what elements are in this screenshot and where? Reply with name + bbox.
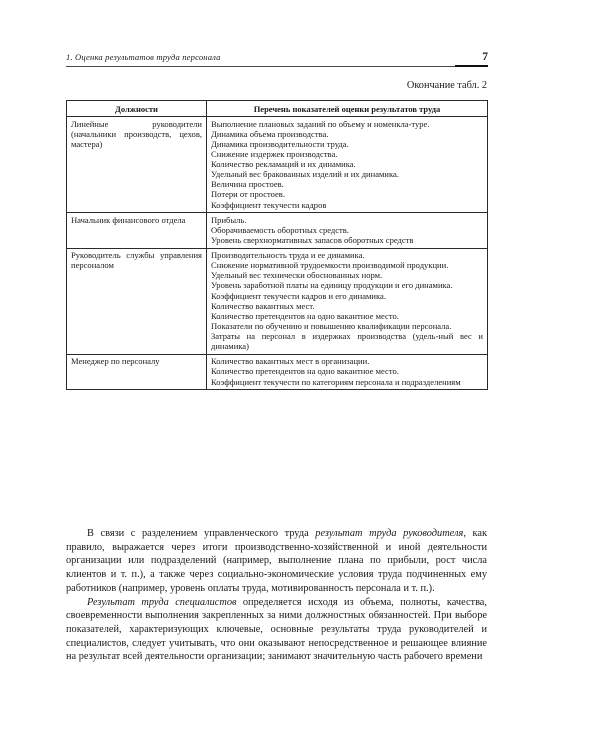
indicator-line: Коэффициент текучести кадров (211, 199, 327, 210)
indicator-line: Количество претендентов на одно вакантное место. (211, 310, 399, 321)
paragraph-2 (66, 596, 487, 665)
indicator-line: Снижение издержек производства. (211, 148, 338, 159)
table-row (67, 354, 488, 389)
table-row (67, 117, 488, 213)
indicator-line: Уровень сверхнормативных запасов оборотных средств (211, 234, 414, 245)
table-header-row (67, 101, 488, 117)
indicator-line: Количество вакантных мест в организации. (211, 356, 370, 367)
indicator-line: Количество претендентов на одно вакантное место. (211, 366, 399, 377)
indicator-line: Затраты на персонал в издержках производства (удель-ный вес и динамика) (211, 331, 483, 352)
indicator-line: Оборачиваемость оборотных средств. (211, 224, 349, 235)
cell-indicators (207, 117, 488, 213)
cell-indicators (207, 213, 488, 248)
indicator-line: Выполнение плановых заданий по объему и номенкла-туре. (211, 118, 430, 129)
indicator-line: Потери от простоев. (211, 189, 285, 200)
paragraph-1 (66, 527, 487, 596)
results-indicators-table (66, 100, 488, 390)
running-head (66, 52, 488, 64)
indicator-line: Коэффициент текучести кадров и его динамика. (211, 290, 386, 301)
cell-position: Начальник финансового отдела (67, 213, 207, 248)
cell-indicators (207, 354, 488, 389)
cell-position: Линейные руководители (начальники производств, цехов, мастера) (67, 117, 207, 213)
indicator-line: Уровень заработной платы на единицу продукции и его динамика. (211, 280, 453, 291)
table-row (67, 213, 488, 248)
indicator-line: Удельный вес бракованных изделий и их динамика. (211, 169, 399, 180)
paragraph-2-part-2: определяется исходя из объема, полноты, качества, своевременности выполнения закрепленных за ними должностных обязанностей. При выборе показателей, характеризующих ключевые, основные результаты труда руководителей и специалистов, следует учитывать, что они оказывают непосредственное и решающее влияние на результат всей деятельности организации; занимают значительную часть рабочего времени (66, 596, 487, 663)
cell-position: Руководитель службы управления персоналом (67, 248, 207, 354)
indicator-line: Показатели по обучению и повышению квалификации персонала. (211, 320, 452, 331)
indicator-line: Производительность труда и ее динамика. (211, 250, 365, 261)
running-head-rule (66, 66, 488, 67)
paragraph-1-part-1: В связи с разделением управленческого труда (87, 528, 316, 539)
paragraph-2-emphasis-1: Результат труда специалистов (87, 596, 237, 608)
indicator-line: Величина простоев. (211, 179, 284, 190)
table-body (67, 117, 488, 390)
paragraph-1-part-2: , как правило, выражается через итоги производственно-хозяйственной и иной деятельности организации или подразделений (например, выполнение плана по прибыли, рост числа клиентов и т. п.), а также через социально-экономические условия труда подчиненных ему работников (например, уровень оплаты труда, мотивированность персонала и т. п.). (66, 528, 487, 594)
column-header-positions: Должности (67, 101, 207, 117)
table-caption: Окончание табл. 2 (406, 80, 487, 91)
indicator-line: Количество рекламаций и их динамика. (211, 159, 356, 170)
indicator-line: Динамика производительности труда. (211, 138, 349, 149)
running-head-rule-accent (455, 65, 488, 67)
column-header-indicators: Перечень показателей оценки результатов труда (207, 101, 488, 117)
indicator-line: Прибыль. (211, 214, 247, 225)
cell-position: Менеджер по персоналу (67, 354, 207, 389)
indicator-line: Снижение нормативной трудоемкости производимой продукции. (211, 260, 449, 271)
indicator-line: Количество вакантных мест. (211, 300, 315, 311)
indicator-line: Удельный вес технически обоснованных норм. (211, 270, 383, 281)
cell-indicators (207, 248, 488, 354)
page-number: 7 (482, 51, 488, 63)
paragraph-1-emphasis-1: результат труда руководителя (315, 528, 464, 539)
running-head-title: 1. Оценка результатов труда персонала (66, 52, 221, 62)
table-row (67, 248, 488, 354)
body-text (66, 527, 487, 664)
indicator-line: Динамика объема производства. (211, 128, 329, 139)
indicator-line: Коэффициент текучести по категориям персонала и подразделениям (211, 376, 461, 387)
